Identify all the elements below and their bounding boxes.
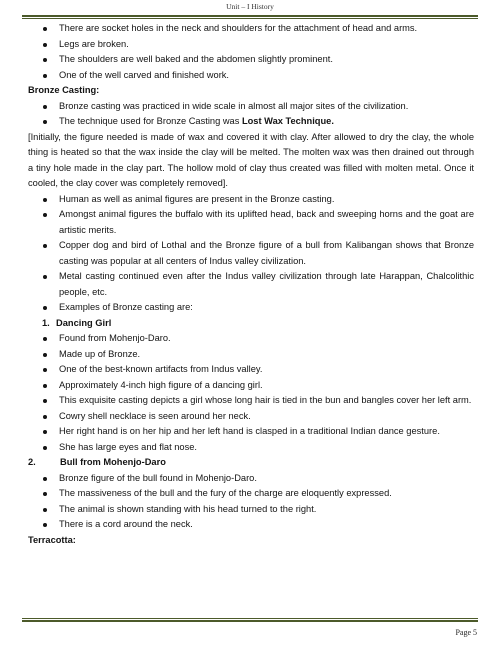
list-item: Legs are broken. [28,37,474,53]
section-heading-terracotta: Terracotta: [28,534,76,545]
list-item: Cowry shell necklace is seen around her neck. [28,409,474,425]
list-item: The animal is shown standing with his head turned to the right. [28,502,474,518]
list-item: Human as well as animal figures are present in the Bronze casting. [28,192,474,208]
header-rule [22,15,478,19]
list-item: She has large eyes and flat nose. [28,440,474,456]
list-item: Her right hand is on her hip and her left hand is clasped in a traditional Indian dance gesture. [28,424,474,440]
lost-wax-note: [Initially, the figure needed is made of wax and covered it with clay. After allowed to dry the clay, the whole thing is heated so that the wax inside the clay will be melted. The molten wax was then drained out through a tiny hole made in the clay part. The hollow mold of clay thus created was filled with molten metal. Once it cooled, the clay cover was completely removed]. [28,131,474,188]
list-item: Bronze figure of the bull found in Mohenjo-Daro. [28,471,474,487]
list-item: The massiveness of the bull and the fury of the charge are eloquently expressed. [28,486,474,502]
list-item: Amongst animal figures the buffalo with its uplifted head, back and sweeping horns and the goat are artistic merits. [28,207,474,238]
bull-heading [28,455,474,471]
list-item: There is a cord around the neck. [28,517,474,533]
dancing-girl-heading [28,316,474,332]
list-item: The shoulders are well baked and the abdomen slightly prominent. [28,52,474,68]
page-content [28,21,474,548]
list-item-text: The technique used for Bronze Casting was [59,116,242,126]
list-item: Examples of Bronze casting are: [28,300,474,316]
running-header: Unit – I History [226,2,274,11]
list-item: Made up of Bronze. [28,347,474,363]
list-item: Metal casting continued even after the Indus valley civilization through late Harappan, Chalcolithic people, etc. [28,269,474,300]
footer-rule [22,618,478,622]
item-number: 1. [42,317,50,328]
list-item: Approximately 4-inch high figure of a dancing girl. [28,378,474,394]
lost-wax-term: Lost Wax Technique. [241,116,334,126]
list-item: This exquisite casting depicts a girl whose long hair is tied in the bun and bangles cover her left arm. [28,393,474,409]
page-number: Page 5 [455,628,477,637]
list-item: Bronze casting was practiced in wide scale in almost all major sites of the civilization. [28,99,474,115]
section-heading-bronze: Bronze Casting: [28,85,100,95]
item-title: Dancing Girl [56,317,112,328]
list-item: One of the well carved and finished work. [28,68,474,84]
list-item: There are socket holes in the neck and shoulders for the attachment of head and arms. [28,21,474,37]
list-item: Found from Mohenjo-Daro. [28,331,474,347]
list-item [28,114,474,130]
item-title: Bull from Mohenjo-Daro [60,457,166,467]
item-number: 2. [28,457,36,467]
list-item: One of the best-known artifacts from Indus valley. [28,362,474,378]
list-item: Copper dog and bird of Lothal and the Bronze figure of a bull from Kalibangan shows that Bronze casting was popular at all centers of Indus valley civilization. [28,238,474,269]
